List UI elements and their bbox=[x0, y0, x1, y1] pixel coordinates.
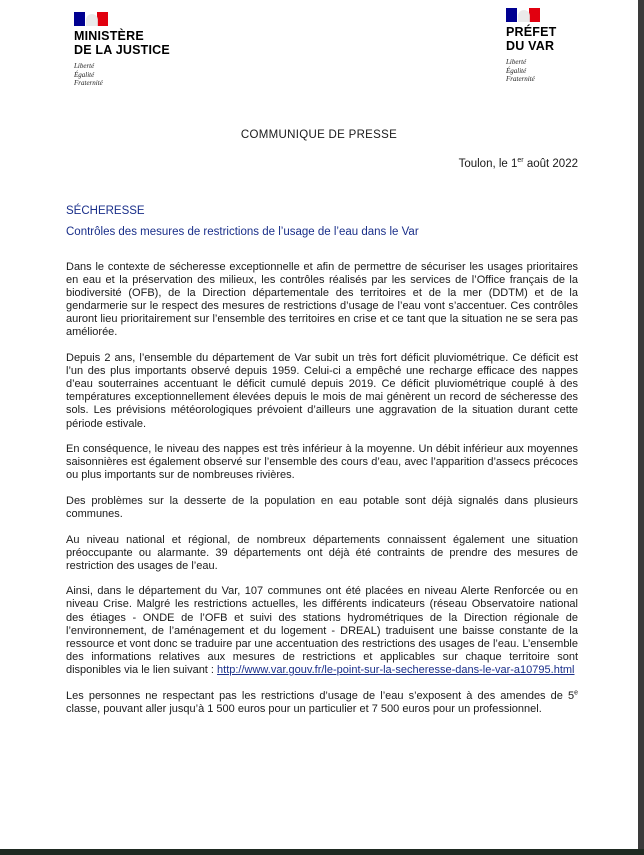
viewer-edge-right bbox=[638, 0, 644, 855]
ministry-justice-logo bbox=[74, 12, 170, 88]
paragraph: Les personnes ne respectant pas les restrictions d’usage de l’eau s’exposent à des amendes de 5e classe, pouvant aller jusqu’à 1 500 euros pour un particulier et 7 500 euros pour un professionnel. bbox=[66, 688, 578, 715]
paragraph: Des problèmes sur la desserte de la population en eau potable sont déjà signalés dans plusieurs communes. bbox=[66, 494, 578, 520]
republic-motto: Liberté Égalité Fraternité bbox=[74, 62, 103, 87]
republic-motto: Liberté Égalité Fraternité bbox=[506, 58, 535, 83]
secheresse-info-link[interactable]: http://www.var.gouv.fr/le-point-sur-la-secheresse-dans-le-var-a10795.html bbox=[217, 663, 575, 676]
marianne-flag-icon bbox=[506, 8, 540, 22]
logo-title-line2: DU VAR bbox=[506, 39, 555, 53]
release-date: Toulon, le 1er août 2022 bbox=[458, 157, 578, 170]
paragraph: Ainsi, dans le département du Var, 107 communes ont été placées en niveau Alerte Renforcée ou en niveau Crise. Malgré les restrictions actuelles, les différents indicateurs (réseau Observatoire national des étiages - ONDE de l’OFB et suivi des stations hydrométriques de la Direction régionale de l’environnement, de l’aménagement et du logement - DREAL) traduisent une baisse constante de la ressource et vont donc se traduire par une accentuation des restrictions des usages de l’eau. L’ensemble des informations relatives aux mesures de restrictions et applicables sur chaque territoire sont disponibles via le lien suivant : http://www.var.gouv.fr/le-point-sur-la-secheresse-dans-le-var-a10795.html bbox=[66, 585, 578, 676]
logo-title-line2: DE LA JUSTICE bbox=[74, 43, 170, 57]
marianne-flag-icon bbox=[74, 12, 108, 26]
viewer-edge-bottom bbox=[0, 849, 644, 855]
paragraph: Dans le contexte de sécheresse exceptionnelle et afin de permettre de sécuriser les usages prioritaires en eau et la préservation des milieux, les contrôles réalisés par les services de l’Office français de la biodiversité (OFB), de la Direction départementale des territoires et de la mer (DDTM) et de la gendarmerie sur le respect des mesures de restrictions d’usage de l’eau vont s’accentuer. Ces contrôles auront lieu prioritairement sur l’ensemble des territoires en crise et ce tant que la situation ne se sera pas améliorée. bbox=[66, 261, 578, 339]
category-heading: SÉCHERESSE bbox=[66, 205, 145, 217]
subject-heading: Contrôles des mesures de restrictions de l’usage de l’eau dans le Var bbox=[66, 226, 419, 238]
body-text bbox=[66, 261, 578, 728]
paragraph: Au niveau national et régional, de nombreux départements connaissent également une situation préoccupante ou alarmante. 39 départements ont déjà été contraints de prendre des mesures de restriction des usages de l’eau. bbox=[66, 533, 578, 572]
paragraph: Depuis 2 ans, l’ensemble du département de Var subit un très fort déficit pluviométrique. Ce déficit est l’un des plus importants observé depuis 1959. Celui-ci a empêché une recharge efficace des nappes d’eau souterraines accentuant le déficit cumulé depuis 2019. Ce déficit pluviométrique couplé à des températures exceptionnellement élevées depuis le mois de mai génèrent un record de sécheresse des sols. Les prévisions météorologiques prévoient d’ailleurs une aggravation de la situation durant cette période estivale. bbox=[66, 352, 578, 430]
logo-title-line1: PRÉFET bbox=[506, 25, 557, 39]
logo-title-line1: MINISTÈRE bbox=[74, 29, 144, 43]
press-release-title: COMMUNIQUE DE PRESSE bbox=[240, 129, 398, 141]
paragraph: En conséquence, le niveau des nappes est très inférieur à la moyenne. Un débit inférieur aux moyennes saisonnières est également observé sur l’ensemble des cours d’eau, avec l’apparition d’assecs précoces ou plus importants sur de nombreuses rivières. bbox=[66, 443, 578, 482]
prefet-var-logo bbox=[506, 8, 557, 84]
